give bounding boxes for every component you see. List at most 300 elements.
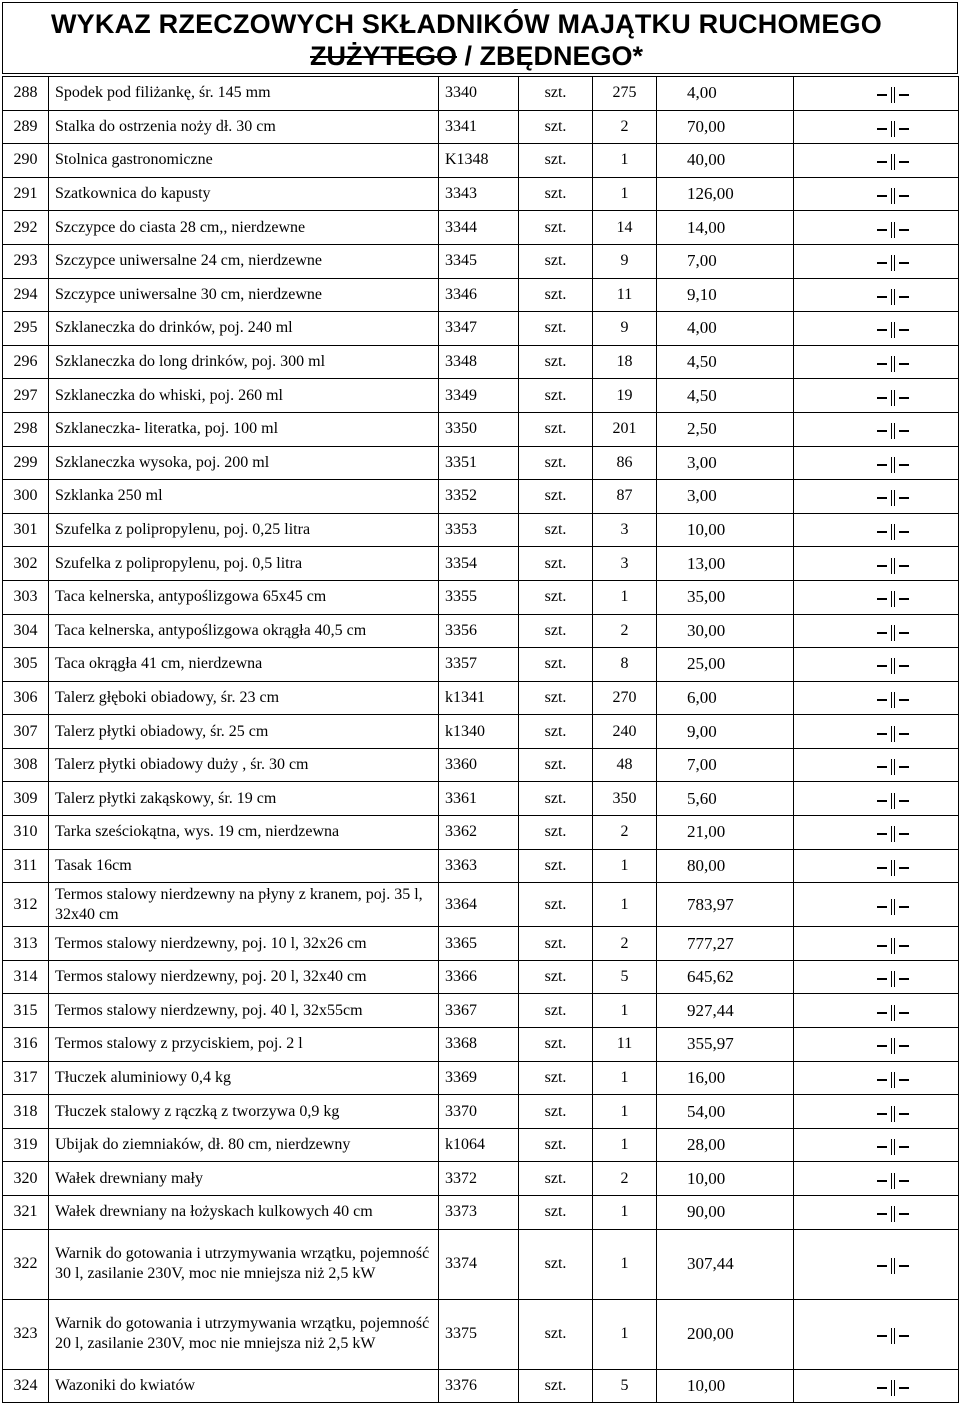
dash-left <box>877 665 887 667</box>
table-row <box>3 77 959 111</box>
unit: szt. <box>519 412 593 446</box>
quantity: 1 <box>593 849 657 883</box>
unit-price: 10,00 <box>657 1162 794 1196</box>
document-title: WYKAZ RZECZOWYCH SKŁADNIKÓW MAJĄTKU RUCHOMEGO <box>51 9 882 39</box>
dash-bars-mark <box>873 154 913 170</box>
inventory-number: 3368 <box>439 1028 519 1062</box>
table-row <box>3 1369 959 1403</box>
dash-left <box>877 1113 887 1115</box>
table-row <box>3 1299 959 1369</box>
dash-left <box>877 464 887 466</box>
unit: szt. <box>519 994 593 1028</box>
quantity: 1 <box>593 994 657 1028</box>
row-number: 324 <box>3 1369 49 1403</box>
inventory-number: 3348 <box>439 345 519 379</box>
row-number: 314 <box>3 960 49 994</box>
item-name: Stolnica gastronomiczne <box>49 144 439 178</box>
unit: szt. <box>519 748 593 782</box>
table-row <box>3 681 959 715</box>
dash-right <box>899 565 909 567</box>
dash-right <box>899 363 909 365</box>
dash-left <box>877 94 887 96</box>
unit: szt. <box>519 312 593 346</box>
inventory-number: 3350 <box>439 412 519 446</box>
item-name: Termos stalowy nierdzewny, poj. 20 l, 32x40 cm <box>49 960 439 994</box>
unit: szt. <box>519 547 593 581</box>
row-number: 313 <box>3 927 49 961</box>
item-name: Tłuczek stalowy z rączką z tworzywa 0,9 kg <box>49 1095 439 1129</box>
double-bar <box>891 457 895 473</box>
inventory-number: k1340 <box>439 715 519 749</box>
unit-price: 80,00 <box>657 849 794 883</box>
dash-left <box>877 262 887 264</box>
unit-price: 777,27 <box>657 927 794 961</box>
table-row <box>3 144 959 178</box>
unit: szt. <box>519 816 593 850</box>
dash-left <box>877 1012 887 1014</box>
quantity: 19 <box>593 379 657 413</box>
status-mark <box>794 345 959 379</box>
quantity: 11 <box>593 1028 657 1062</box>
inventory-number: 3341 <box>439 110 519 144</box>
struck-option: ZUŻYTEGO <box>310 41 457 71</box>
double-bar <box>891 490 895 506</box>
inventory-number: 3355 <box>439 580 519 614</box>
dash-bars-mark <box>873 87 913 103</box>
unit-price: 70,00 <box>657 110 794 144</box>
dash-right <box>899 430 909 432</box>
double-bar <box>891 390 895 406</box>
item-name: Talerz płytki obiadowy duży , śr. 30 cm <box>49 748 439 782</box>
quantity: 9 <box>593 312 657 346</box>
item-name: Warnik do gotowania i utrzymywania wrzątku, pojemność 20 l, zasilanie 230V, moc nie mniejsza niż 2,5 kW <box>49 1299 439 1369</box>
quantity: 18 <box>593 345 657 379</box>
dash-left <box>877 363 887 365</box>
double-bar <box>891 1328 895 1344</box>
unit-price: 25,00 <box>657 648 794 682</box>
status-mark <box>794 748 959 782</box>
quantity: 2 <box>593 816 657 850</box>
quantity: 2 <box>593 110 657 144</box>
dash-right <box>899 945 909 947</box>
status-mark <box>794 144 959 178</box>
dash-left <box>877 867 887 869</box>
dash-bars-mark <box>873 390 913 406</box>
status-mark <box>794 312 959 346</box>
dash-left <box>877 1335 887 1337</box>
table-row <box>3 816 959 850</box>
inventory-number: 3373 <box>439 1196 519 1230</box>
item-name: Szklaneczka wysoka, poj. 200 ml <box>49 446 439 480</box>
dash-bars-mark <box>873 591 913 607</box>
unit: szt. <box>519 211 593 245</box>
dash-bars-mark <box>873 1173 913 1189</box>
unit: szt. <box>519 345 593 379</box>
item-name: Wazoniki do kwiatów <box>49 1369 439 1403</box>
unit: szt. <box>519 614 593 648</box>
dash-left <box>877 699 887 701</box>
dash-right <box>899 329 909 331</box>
dash-bars-mark <box>873 1038 913 1054</box>
unit-price: 3,00 <box>657 446 794 480</box>
status-mark <box>794 927 959 961</box>
double-bar <box>891 524 895 540</box>
dash-bars-mark <box>873 793 913 809</box>
quantity: 2 <box>593 1162 657 1196</box>
row-number: 298 <box>3 412 49 446</box>
row-number: 320 <box>3 1162 49 1196</box>
item-name: Taca kelnerska, antypoślizgowa okrągła 40,5 cm <box>49 614 439 648</box>
inventory-number: 3367 <box>439 994 519 1028</box>
unit-price: 9,00 <box>657 715 794 749</box>
item-name: Termos stalowy nierdzewny na płyny z kranem, poj. 35 l, 32x40 cm <box>49 883 439 927</box>
unit-price: 90,00 <box>657 1196 794 1230</box>
dash-left <box>877 329 887 331</box>
dash-right <box>899 1335 909 1337</box>
inventory-rows <box>3 77 959 1403</box>
dash-right <box>899 906 909 908</box>
table-row <box>3 1061 959 1095</box>
row-number: 316 <box>3 1028 49 1062</box>
status-mark <box>794 1128 959 1162</box>
status-mark <box>794 1369 959 1403</box>
dash-right <box>899 978 909 980</box>
item-name: Szklanka 250 ml <box>49 480 439 514</box>
dash-bars-mark <box>873 255 913 271</box>
table-row <box>3 927 959 961</box>
unit-price: 10,00 <box>657 513 794 547</box>
double-bar <box>891 1380 895 1396</box>
row-number: 311 <box>3 849 49 883</box>
status-mark <box>794 211 959 245</box>
table-row <box>3 379 959 413</box>
table-row <box>3 312 959 346</box>
status-mark <box>794 446 959 480</box>
quantity: 14 <box>593 211 657 245</box>
quantity: 3 <box>593 513 657 547</box>
double-bar <box>891 289 895 305</box>
unit-price: 3,00 <box>657 480 794 514</box>
unit: szt. <box>519 1229 593 1299</box>
unit-price: 645,62 <box>657 960 794 994</box>
item-name: Szczypce do ciasta 28 cm,, nierdzewne <box>49 211 439 245</box>
item-name: Wałek drewniany mały <box>49 1162 439 1196</box>
row-number: 317 <box>3 1061 49 1095</box>
unit-price: 5,60 <box>657 782 794 816</box>
dash-bars-mark <box>873 423 913 439</box>
status-mark <box>794 994 959 1028</box>
dash-right <box>899 1213 909 1215</box>
dash-right <box>899 128 909 130</box>
inventory-number: 3375 <box>439 1299 519 1369</box>
table-row <box>3 412 959 446</box>
item-name: Talerz płytki zakąskowy, śr. 19 cm <box>49 782 439 816</box>
inventory-number: 3340 <box>439 77 519 111</box>
status-mark <box>794 1229 959 1299</box>
dash-bars-mark <box>873 1072 913 1088</box>
status-mark <box>794 412 959 446</box>
dash-left <box>877 296 887 298</box>
inventory-number: 3365 <box>439 927 519 961</box>
item-name: Tasak 16cm <box>49 849 439 883</box>
quantity: 270 <box>593 681 657 715</box>
table-row <box>3 1028 959 1062</box>
unit-price: 7,00 <box>657 748 794 782</box>
dash-right <box>899 1079 909 1081</box>
double-bar <box>891 692 895 708</box>
unit-price: 16,00 <box>657 1061 794 1095</box>
dash-bars-mark <box>873 899 913 915</box>
status-mark <box>794 883 959 927</box>
unit: szt. <box>519 480 593 514</box>
dash-right <box>899 195 909 197</box>
dash-left <box>877 531 887 533</box>
item-name: Szklaneczka do whiski, poj. 260 ml <box>49 379 439 413</box>
row-number: 307 <box>3 715 49 749</box>
unit-price: 200,00 <box>657 1299 794 1369</box>
dash-left <box>877 161 887 163</box>
dash-bars-mark <box>873 1328 913 1344</box>
status-mark <box>794 580 959 614</box>
dash-left <box>877 1045 887 1047</box>
dash-right <box>899 699 909 701</box>
dash-left <box>877 1265 887 1267</box>
double-bar <box>891 826 895 842</box>
unit-price: 9,10 <box>657 278 794 312</box>
quantity: 3 <box>593 547 657 581</box>
dash-bars-mark <box>873 726 913 742</box>
dash-bars-mark <box>873 1206 913 1222</box>
item-name: Stalka do ostrzenia noży dł. 30 cm <box>49 110 439 144</box>
inventory-number: 3369 <box>439 1061 519 1095</box>
unit-price: 4,50 <box>657 345 794 379</box>
dash-bars-mark <box>873 457 913 473</box>
unit-price: 28,00 <box>657 1128 794 1162</box>
double-bar <box>891 322 895 338</box>
inventory-number: 3352 <box>439 480 519 514</box>
dash-left <box>877 1146 887 1148</box>
unit: szt. <box>519 782 593 816</box>
unit-price: 2,50 <box>657 412 794 446</box>
unit-price: 30,00 <box>657 614 794 648</box>
status-mark <box>794 379 959 413</box>
unit: szt. <box>519 715 593 749</box>
double-bar <box>891 1005 895 1021</box>
table-row <box>3 580 959 614</box>
dash-left <box>877 766 887 768</box>
table-row <box>3 211 959 245</box>
quantity: 1 <box>593 1128 657 1162</box>
table-row <box>3 849 959 883</box>
inventory-number: k1064 <box>439 1128 519 1162</box>
double-bar <box>891 899 895 915</box>
dash-right <box>899 598 909 600</box>
status-mark <box>794 715 959 749</box>
row-number: 293 <box>3 244 49 278</box>
quantity: 1 <box>593 1196 657 1230</box>
dash-right <box>899 833 909 835</box>
quantity: 5 <box>593 960 657 994</box>
status-mark <box>794 547 959 581</box>
inventory-number: 3372 <box>439 1162 519 1196</box>
double-bar <box>891 423 895 439</box>
status-mark <box>794 1028 959 1062</box>
table-row <box>3 748 959 782</box>
row-number: 304 <box>3 614 49 648</box>
inventory-number: 3351 <box>439 446 519 480</box>
quantity: 11 <box>593 278 657 312</box>
double-bar <box>891 1038 895 1054</box>
row-number: 310 <box>3 816 49 850</box>
row-number: 295 <box>3 312 49 346</box>
row-number: 321 <box>3 1196 49 1230</box>
dash-bars-mark <box>873 558 913 574</box>
table-row <box>3 480 959 514</box>
item-name: Szufelka z polipropylenu, poj. 0,5 litra <box>49 547 439 581</box>
row-number: 318 <box>3 1095 49 1129</box>
dash-bars-mark <box>873 289 913 305</box>
double-bar <box>891 759 895 775</box>
quantity: 1 <box>593 1229 657 1299</box>
dash-right <box>899 800 909 802</box>
row-number: 301 <box>3 513 49 547</box>
double-bar <box>891 1258 895 1274</box>
dash-right <box>899 733 909 735</box>
dash-bars-mark <box>873 971 913 987</box>
unit: szt. <box>519 927 593 961</box>
row-number: 309 <box>3 782 49 816</box>
dash-right <box>899 1012 909 1014</box>
double-bar <box>891 971 895 987</box>
dash-right <box>899 296 909 298</box>
quantity: 2 <box>593 614 657 648</box>
table-row <box>3 1229 959 1299</box>
item-name: Szczypce uniwersalne 24 cm, nierdzewne <box>49 244 439 278</box>
table-row <box>3 547 959 581</box>
table-row <box>3 110 959 144</box>
unit: szt. <box>519 446 593 480</box>
table-row <box>3 345 959 379</box>
dash-right <box>899 161 909 163</box>
status-mark <box>794 648 959 682</box>
unit-price: 6,00 <box>657 681 794 715</box>
unit: szt. <box>519 244 593 278</box>
double-bar <box>891 1106 895 1122</box>
dash-bars-mark <box>873 121 913 137</box>
title-box <box>2 2 958 74</box>
dash-bars-mark <box>873 490 913 506</box>
row-number: 312 <box>3 883 49 927</box>
dash-left <box>877 565 887 567</box>
row-number: 292 <box>3 211 49 245</box>
inventory-table <box>2 76 959 1403</box>
table-row <box>3 278 959 312</box>
item-name: Taca kelnerska, antypoślizgowa 65x45 cm <box>49 580 439 614</box>
quantity: 240 <box>593 715 657 749</box>
table-row <box>3 177 959 211</box>
unit: szt. <box>519 1162 593 1196</box>
inventory-number: 3343 <box>439 177 519 211</box>
row-number: 315 <box>3 994 49 1028</box>
inventory-number: k1341 <box>439 681 519 715</box>
status-mark <box>794 278 959 312</box>
unit: szt. <box>519 1196 593 1230</box>
dash-left <box>877 195 887 197</box>
status-mark <box>794 1061 959 1095</box>
unit: szt. <box>519 681 593 715</box>
status-mark <box>794 77 959 111</box>
dash-right <box>899 665 909 667</box>
item-name: Wałek drewniany na łożyskach kulkowych 40 cm <box>49 1196 439 1230</box>
unit-price: 4,00 <box>657 312 794 346</box>
inventory-number: 3362 <box>439 816 519 850</box>
double-bar <box>891 860 895 876</box>
dash-left <box>877 497 887 499</box>
quantity: 1 <box>593 1095 657 1129</box>
table-row <box>3 513 959 547</box>
table-row <box>3 446 959 480</box>
dash-left <box>877 430 887 432</box>
unit-price: 10,00 <box>657 1369 794 1403</box>
status-mark <box>794 513 959 547</box>
unit: szt. <box>519 648 593 682</box>
dash-right <box>899 1387 909 1389</box>
table-row <box>3 782 959 816</box>
dash-bars-mark <box>873 1139 913 1155</box>
row-number: 297 <box>3 379 49 413</box>
unit: szt. <box>519 1299 593 1369</box>
table-row <box>3 648 959 682</box>
inventory-number: 3364 <box>439 883 519 927</box>
double-bar <box>891 356 895 372</box>
unit-price: 4,00 <box>657 77 794 111</box>
unit: szt. <box>519 1028 593 1062</box>
dash-left <box>877 800 887 802</box>
dash-left <box>877 906 887 908</box>
status-mark <box>794 177 959 211</box>
item-name: Ubijak do ziemniaków, dł. 80 cm, nierdzewny <box>49 1128 439 1162</box>
double-bar <box>891 154 895 170</box>
dash-left <box>877 397 887 399</box>
double-bar <box>891 1139 895 1155</box>
dash-right <box>899 1146 909 1148</box>
item-name: Termos stalowy z przyciskiem, poj. 2 l <box>49 1028 439 1062</box>
table-row <box>3 715 959 749</box>
inventory-number: 3361 <box>439 782 519 816</box>
row-number: 288 <box>3 77 49 111</box>
quantity: 87 <box>593 480 657 514</box>
table-row <box>3 1162 959 1196</box>
quantity: 275 <box>593 77 657 111</box>
item-name: Szklaneczka do long drinków, poj. 300 ml <box>49 345 439 379</box>
row-number: 299 <box>3 446 49 480</box>
table-row <box>3 994 959 1028</box>
status-mark <box>794 816 959 850</box>
double-bar <box>891 625 895 641</box>
inventory-number: 3346 <box>439 278 519 312</box>
quantity: 1 <box>593 144 657 178</box>
dash-right <box>899 497 909 499</box>
dash-left <box>877 1213 887 1215</box>
dash-right <box>899 397 909 399</box>
unit-price: 14,00 <box>657 211 794 245</box>
quantity: 5 <box>593 1369 657 1403</box>
row-number: 291 <box>3 177 49 211</box>
quantity: 1 <box>593 883 657 927</box>
row-number: 303 <box>3 580 49 614</box>
quantity: 48 <box>593 748 657 782</box>
inventory-number: 3354 <box>439 547 519 581</box>
